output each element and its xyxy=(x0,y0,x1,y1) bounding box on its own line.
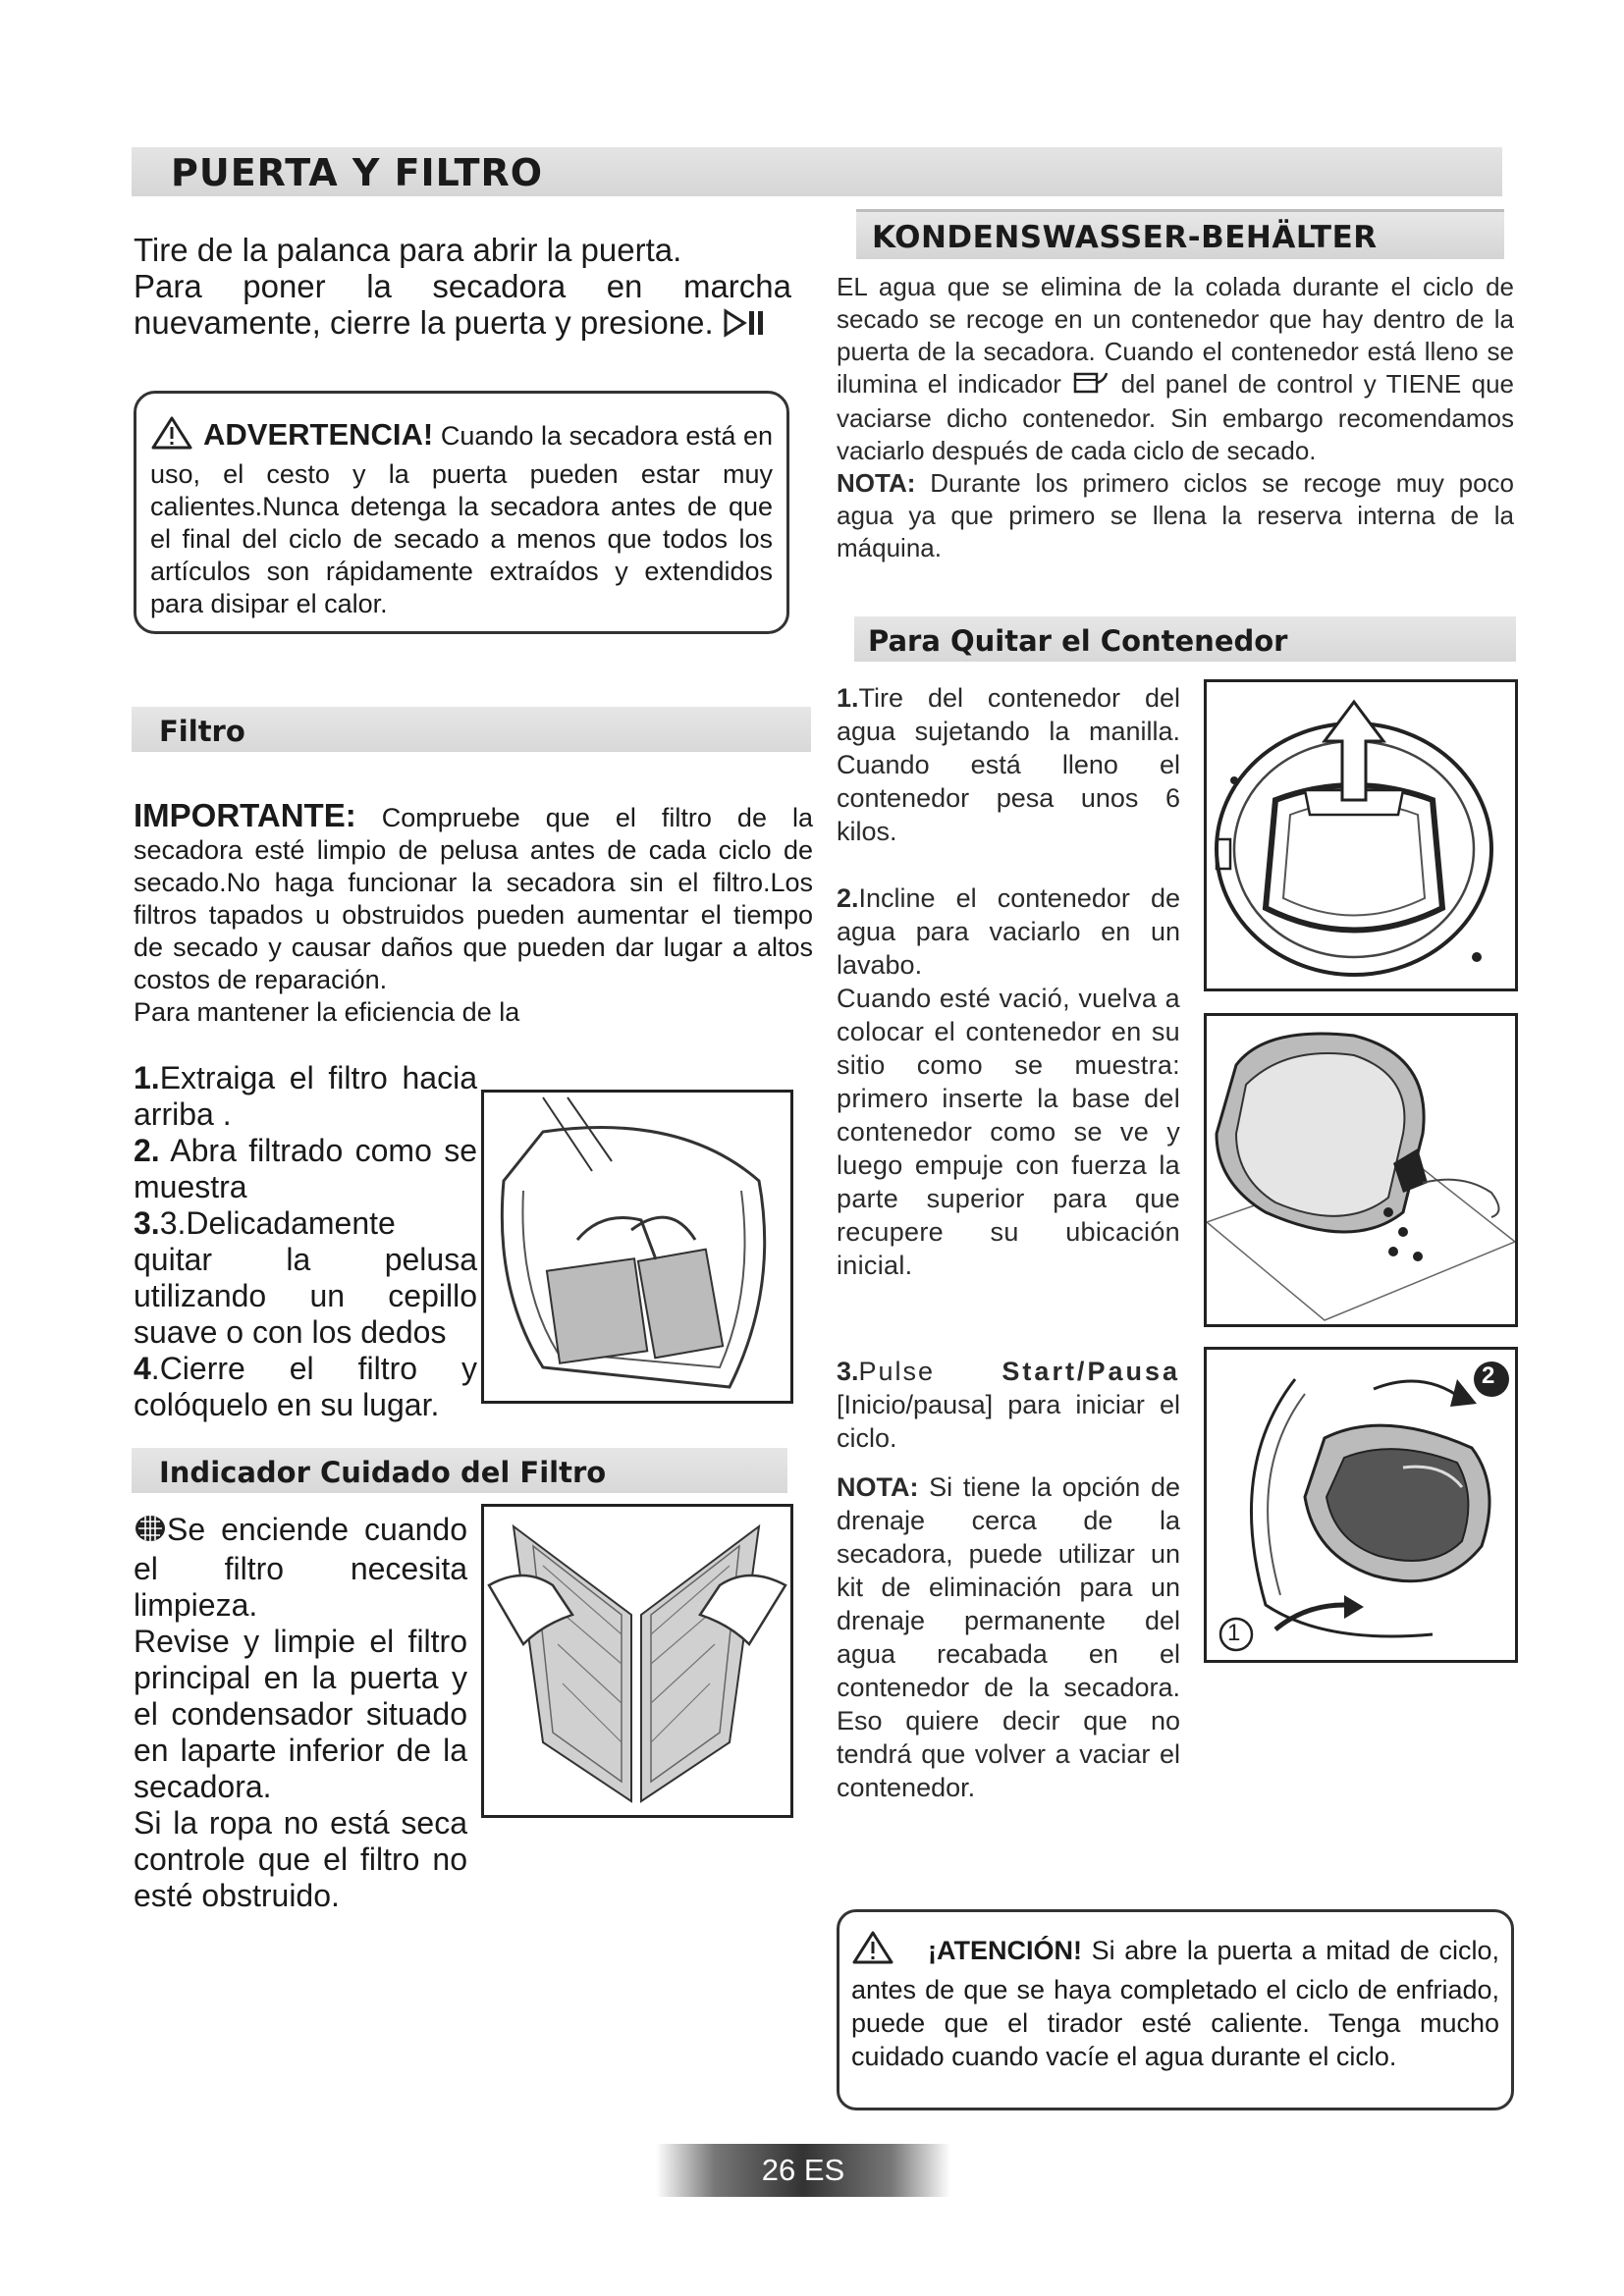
filter-open-figure xyxy=(481,1504,793,1818)
start-pause-icon xyxy=(723,308,768,345)
important-text xyxy=(134,799,813,1029)
warning-text: Cuando la secadora está en uso, el cesto y la puerta pueden estar muy calientes.Nunca detenga la secadora antes de que el final del ciclo de secado a menos que todos los artículos son rápidamente extraídos y extendidos para disipar el calor. xyxy=(150,421,773,618)
quitar-step-1: 1.Tire del contenedor del agua sujetando la manilla. Cuando está lleno el contenedor pesa unos 6 kilos. xyxy=(837,683,1180,846)
fig3-label-1: 1 xyxy=(1227,1620,1241,1646)
quitar-step-2b: Cuando esté vació, vuelva a colocar el contenedor en su sitio como se muestra: primero inserte la base del contenedor como se ve y luego empuje con fuerza la parte superior para que recupere su ubicación inicial. xyxy=(837,984,1180,1280)
kondens-text-b: del panel de control y TIENE que vaciarse dicho contenedor. Sin embargo recomendamos vaciarlo después de cada ciclo de secado. xyxy=(837,369,1514,465)
section-header-quitar xyxy=(854,616,1516,662)
important-label: IMPORTANTE: xyxy=(134,797,356,833)
attention-title: ¡ATENCIÓN! xyxy=(928,1936,1082,1965)
section-header-puerta-filtro xyxy=(132,147,1502,196)
warning-box xyxy=(134,391,789,634)
container-empty-figure xyxy=(1204,1013,1518,1327)
kondens-text xyxy=(837,271,1514,564)
water-tank-icon xyxy=(1071,370,1110,402)
page-number: 26 ES xyxy=(656,2144,950,2197)
intro-line-1: Tire de la palanca para abrir la puerta. xyxy=(134,232,682,268)
attention-box xyxy=(837,1909,1514,2110)
quitar-step-3: 3.Pulse Start/Pausa [Inicio/pausa] para iniciar el ciclo. NOTA: Si tiene la opción de drenaje cerca de la secadora, puede utilizar un kit de eliminación para un drenaje permanente del agua recabada en el contenedor de la secadora. Eso quiere decir que no tendrá que volver a vaciar el contenedor. xyxy=(837,1357,1180,1802)
kondens-nota-label: NOTA: xyxy=(837,468,916,498)
quitar-nota-text: Si tiene la opción de drenaje cerca de la secadora, puede utilizar un kit de eliminación para un drenaje permanente del agua recabada en el contenedor de la secadora. Eso quiere decir que no tendrá que volver a vaciar el contenedor. xyxy=(837,1472,1180,1802)
filter-step-2: 2. Abra filtrado como se muestra xyxy=(134,1133,478,1204)
filter-step-1: 1.Extraiga el filtro hacia arriba . xyxy=(134,1060,477,1132)
fig3-label-2: 2 xyxy=(1482,1362,1495,1389)
indicador-text-2: Revise y limpie el filtro principal en la puerta y el condensador situado en laparte inferior de la secadora. xyxy=(134,1624,467,1804)
warning-triangle-icon xyxy=(150,415,193,458)
quitar-nota-label: NOTA: xyxy=(837,1472,919,1502)
attention-text: Si abre la puerta a mitad de ciclo, antes de que se haya completado el ciclo de enfriado, puede que el tirador esté caliente. Tenga mucho cuidado cuando vacíe el agua durante el ciclo. xyxy=(851,1936,1499,2071)
filter-removal-figure xyxy=(481,1090,793,1404)
filter-step-3: 3.3.Delicadamente quitar la pelusa utilizando un cepillo suave o con los dedos xyxy=(134,1205,477,1350)
indicador-title: Indicador Cuidado del Filtro xyxy=(159,1456,607,1489)
warning-triangle-icon xyxy=(851,1930,894,1973)
quitar-step-2: 2.Incline el contenedor de agua para vaciarlo en un lavabo. Cuando esté vació, vuelva a colocar el contenedor en su sitio como se muestra: primero inserte la base del contenedor como se ve y luego empuje con fuerza la parte superior para que recupere su ubicación inicial. xyxy=(837,883,1180,1280)
container-insert-figure xyxy=(1204,1347,1518,1663)
intro-line-2: Para poner la secadora en marcha nuevamente, cierre la puerta y presione. xyxy=(134,268,791,345)
filter-step-4: 4.Cierre el filtro y colóquelo en su lugar. xyxy=(134,1351,477,1422)
indicador-text-1: Se enciende cuando el filtro necesita limpieza. xyxy=(134,1512,467,1623)
filter-grid-icon xyxy=(134,1514,167,1551)
page-title: PUERTA Y FILTRO xyxy=(171,151,544,194)
indicador-text xyxy=(134,1512,467,1914)
kondens-nota-text: Durante los primero ciclos se recoge muy poco agua ya que primero se llena la reserva interna de la máquina. xyxy=(837,468,1514,562)
section-header-indicador xyxy=(132,1448,787,1493)
section-header-kondenswasser xyxy=(856,209,1504,259)
important-tail: Para mantener la eficiencia de la xyxy=(134,997,520,1027)
kondens-title: KONDENSWASSER-BEHÄLTER xyxy=(872,220,1378,255)
warning-title: ADVERTENCIA! xyxy=(203,417,434,452)
section-header-filtro xyxy=(132,707,811,752)
indicador-text-3: Si la ropa no está seca controle que el filtro no esté obstruido. xyxy=(134,1805,467,1913)
intro-text xyxy=(134,232,791,345)
quitar-title: Para Quitar el Contenedor xyxy=(868,624,1288,658)
kondens-text-a: EL agua que se elimina de la colada durante el ciclo de secado se recoge en un contenedor que hay dentro de la puerta de la secadora. Cuando el contenedor está lleno se ilumina el indicador xyxy=(837,272,1514,399)
container-pull-figure xyxy=(1204,679,1518,991)
filter-steps xyxy=(134,1060,477,1423)
important-body: Compruebe que el filtro de la secadora esté limpio de pelusa antes de cada ciclo de secado.No haga funcionar la secadora sin el filtro.Los filtros tapados u obstruidos pueden aumentar el tiempo de secado y causar daños que pueden dar lugar a altos costos de reparación. xyxy=(134,803,813,994)
filtro-title: Filtro xyxy=(159,715,245,748)
